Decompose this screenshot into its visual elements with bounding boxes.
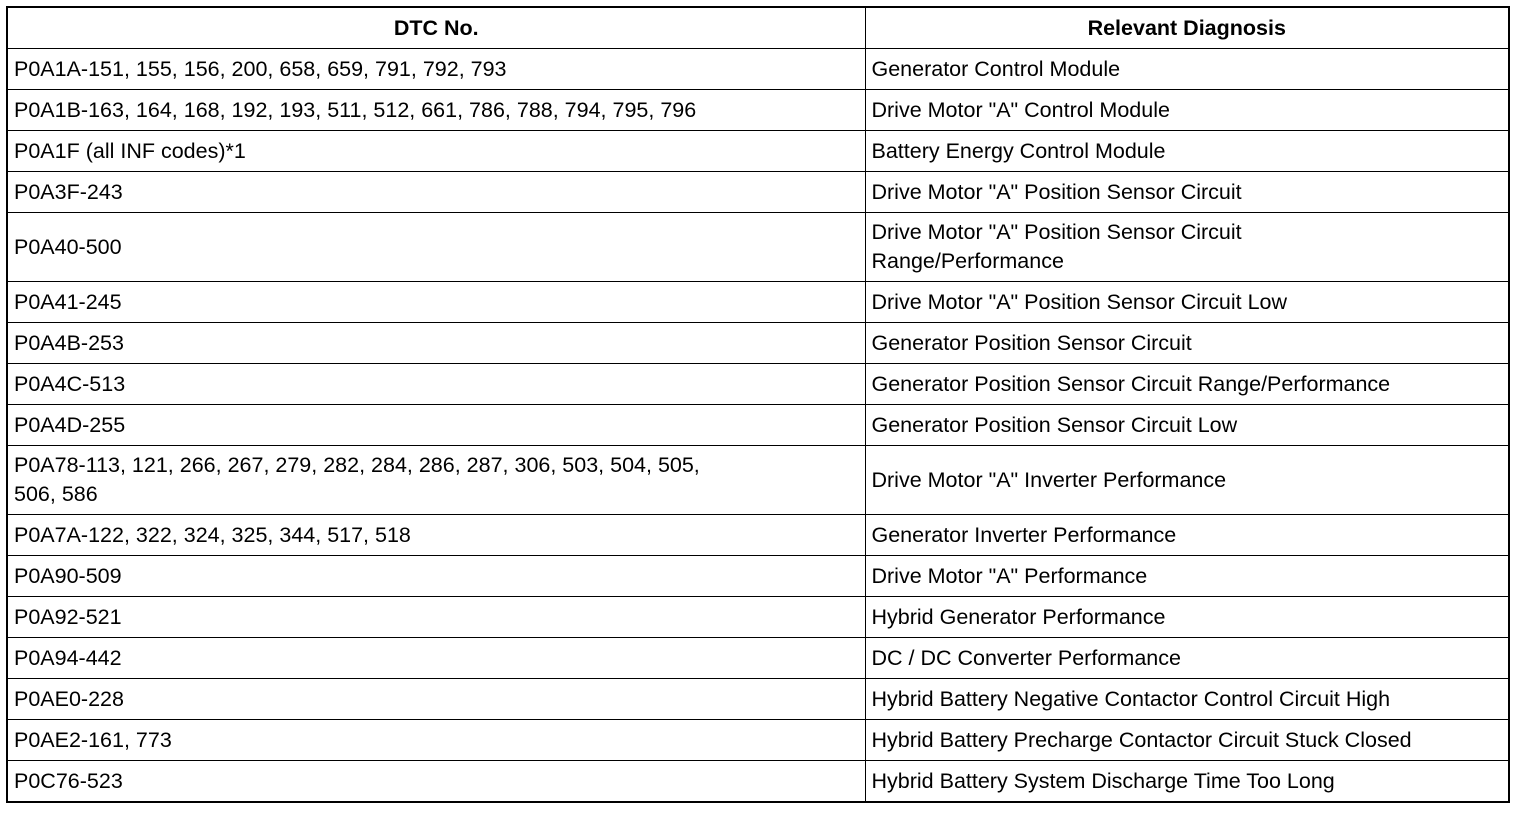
- table-row: [7, 213, 1509, 282]
- table-row: [7, 638, 1509, 679]
- diagnosis-cell: Drive Motor "A" Performance: [865, 556, 1509, 597]
- table-row: [7, 761, 1509, 803]
- table-body: [7, 49, 1509, 803]
- diagnosis-column-header: Relevant Diagnosis: [865, 7, 1509, 49]
- table-row: [7, 282, 1509, 323]
- dtc-cell: P0A94-442: [7, 638, 865, 679]
- dtc-cell: P0A1A-151, 155, 156, 200, 658, 659, 791, 792, 793: [7, 49, 865, 90]
- table-row: [7, 597, 1509, 638]
- table-row: [7, 515, 1509, 556]
- table-header: [7, 7, 1509, 49]
- dtc-cell: P0C76-523: [7, 761, 865, 803]
- dtc-cell: P0A1B-163, 164, 168, 192, 193, 511, 512, 661, 786, 788, 794, 795, 796: [7, 90, 865, 131]
- table-row: [7, 49, 1509, 90]
- diagnosis-cell: Drive Motor "A" Inverter Performance: [865, 446, 1509, 515]
- table-row: [7, 172, 1509, 213]
- dtc-cell: P0A40-500: [7, 213, 865, 282]
- dtc-cell: P0A41-245: [7, 282, 865, 323]
- dtc-cell: P0AE2-161, 773: [7, 720, 865, 761]
- dtc-cell: P0A4D-255: [7, 405, 865, 446]
- dtc-column-header: DTC No.: [7, 7, 865, 49]
- dtc-cell: P0A90-509: [7, 556, 865, 597]
- header-row: [7, 7, 1509, 49]
- diagnosis-cell: Drive Motor "A" Position Sensor Circuit Range/Performance: [865, 213, 1509, 282]
- diagnosis-cell: Drive Motor "A" Position Sensor Circuit Low: [865, 282, 1509, 323]
- dtc-cell: P0A92-521: [7, 597, 865, 638]
- table-row: [7, 364, 1509, 405]
- dtc-cell: P0A4C-513: [7, 364, 865, 405]
- dtc-table: [6, 6, 1510, 803]
- diagnosis-cell: DC / DC Converter Performance: [865, 638, 1509, 679]
- table-row: [7, 679, 1509, 720]
- diagnosis-cell: Drive Motor "A" Control Module: [865, 90, 1509, 131]
- dtc-cell: P0A4B-253: [7, 323, 865, 364]
- diagnosis-cell: Drive Motor "A" Position Sensor Circuit: [865, 172, 1509, 213]
- dtc-cell: P0A78-113, 121, 266, 267, 279, 282, 284, 286, 287, 306, 503, 504, 505, 506, 586: [7, 446, 865, 515]
- diagnosis-cell: Hybrid Battery Negative Contactor Control Circuit High: [865, 679, 1509, 720]
- diagnosis-cell: Generator Position Sensor Circuit: [865, 323, 1509, 364]
- table-row: [7, 90, 1509, 131]
- dtc-cell: P0A3F-243: [7, 172, 865, 213]
- diagnosis-cell: Generator Position Sensor Circuit Low: [865, 405, 1509, 446]
- diagnosis-cell: Hybrid Battery Precharge Contactor Circuit Stuck Closed: [865, 720, 1509, 761]
- diagnosis-cell: Generator Inverter Performance: [865, 515, 1509, 556]
- table-row: [7, 405, 1509, 446]
- table-row: [7, 556, 1509, 597]
- table-row: [7, 446, 1509, 515]
- dtc-cell: P0AE0-228: [7, 679, 865, 720]
- diagnosis-cell: Hybrid Generator Performance: [865, 597, 1509, 638]
- dtc-cell: P0A1F (all INF codes)*1: [7, 131, 865, 172]
- diagnosis-cell: Generator Control Module: [865, 49, 1509, 90]
- table-row: [7, 323, 1509, 364]
- table-row: [7, 720, 1509, 761]
- diagnosis-cell: Battery Energy Control Module: [865, 131, 1509, 172]
- diagnosis-cell: Generator Position Sensor Circuit Range/Performance: [865, 364, 1509, 405]
- dtc-cell: P0A7A-122, 322, 324, 325, 344, 517, 518: [7, 515, 865, 556]
- table-row: [7, 131, 1509, 172]
- diagnosis-cell: Hybrid Battery System Discharge Time Too Long: [865, 761, 1509, 803]
